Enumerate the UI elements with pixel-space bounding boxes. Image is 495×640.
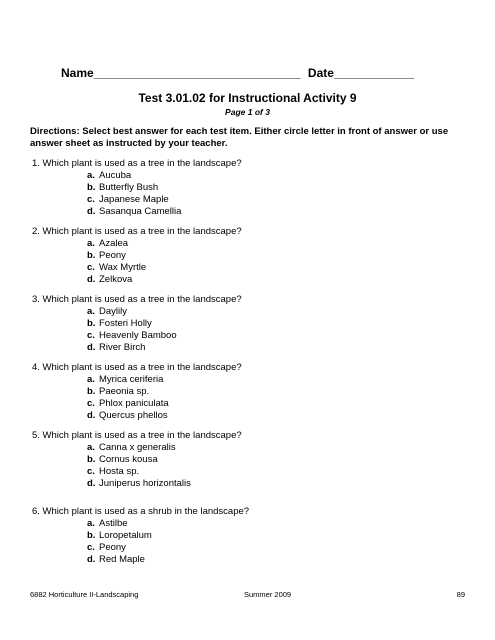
option-letter[interactable]: a. (87, 306, 95, 317)
question-text: 4. Which plant is used as a tree in the landscape? (32, 362, 242, 373)
option-letter[interactable]: b. (87, 454, 96, 465)
answer-option[interactable] (32, 554, 472, 566)
option-text: Peony (99, 542, 126, 553)
option-letter[interactable]: a. (87, 374, 95, 385)
answer-option[interactable] (32, 410, 472, 422)
name-date-line (61, 66, 414, 80)
option-text: Peony (99, 250, 126, 261)
answer-option[interactable] (32, 318, 472, 330)
test-title: Test 3.01.02 for Instructional Activity 9 (138, 91, 357, 105)
option-letter[interactable]: b. (87, 530, 96, 541)
question-text: 3. Which plant is used as a tree in the landscape? (32, 294, 242, 305)
answer-option[interactable] (32, 182, 472, 194)
answer-options (32, 170, 472, 218)
answer-option[interactable] (32, 306, 472, 318)
option-letter[interactable]: a. (87, 518, 95, 529)
question-3 (32, 294, 472, 354)
option-text: Butterfly Bush (99, 182, 159, 193)
option-letter[interactable]: b. (87, 250, 96, 261)
footer-page-number: 89 (456, 590, 465, 599)
option-letter[interactable]: c. (87, 330, 95, 341)
option-text: Daylily (99, 306, 127, 317)
option-text: Wax Myrtle (99, 262, 147, 273)
option-letter[interactable]: c. (87, 398, 95, 409)
answer-options (32, 518, 472, 566)
answer-option[interactable] (32, 238, 472, 250)
question-text: 2. Which plant is used as a tree in the landscape? (32, 226, 242, 237)
option-text: Paeonia sp. (99, 386, 150, 397)
option-text: River Birch (99, 342, 146, 353)
option-text: Japanese Maple (99, 194, 169, 205)
answer-option[interactable] (32, 398, 472, 410)
option-letter[interactable]: d. (87, 342, 96, 353)
question-6 (32, 506, 472, 566)
question-text: 5. Which plant is used as a tree in the landscape? (32, 430, 242, 441)
question-4 (32, 362, 472, 422)
option-letter[interactable]: c. (87, 542, 95, 553)
footer-course: 6882 Horticulture II-Landscaping (30, 590, 139, 599)
answer-option[interactable] (32, 262, 472, 274)
option-letter[interactable]: b. (87, 386, 96, 397)
option-letter[interactable]: a. (87, 442, 95, 453)
option-letter[interactable]: d. (87, 554, 96, 565)
answer-options (32, 442, 472, 490)
answer-options (32, 238, 472, 286)
option-text: Loropetalum (99, 530, 152, 541)
option-letter[interactable]: d. (87, 274, 96, 285)
option-letter[interactable]: b. (87, 182, 96, 193)
option-letter[interactable]: c. (87, 262, 95, 273)
answer-option[interactable] (32, 342, 472, 354)
answer-option[interactable] (32, 250, 472, 262)
option-letter[interactable]: c. (87, 466, 95, 477)
answer-option[interactable] (32, 530, 472, 542)
answer-option[interactable] (32, 330, 472, 342)
answer-option[interactable] (32, 206, 472, 218)
option-letter[interactable]: a. (87, 238, 95, 249)
question-text: 6. Which plant is used as a shrub in the landscape? (32, 506, 250, 517)
option-letter[interactable]: d. (87, 410, 96, 421)
option-text: Heavenly Bamboo (99, 330, 177, 341)
option-text: Phlox paniculata (99, 398, 169, 409)
answer-options (32, 374, 472, 422)
option-text: Zelkova (99, 274, 133, 285)
directions-text: Directions: Select best answer for each test item. Either circle letter in front of answer or use answer sheet as instructed by your teacher. (30, 126, 449, 149)
answer-option[interactable] (32, 478, 472, 490)
option-text: Hosta sp. (99, 466, 140, 477)
option-letter[interactable]: d. (87, 478, 96, 489)
answer-option[interactable] (32, 170, 472, 182)
question-2 (32, 226, 472, 286)
answer-option[interactable] (32, 454, 472, 466)
option-text: Quercus phellos (99, 410, 168, 421)
answer-option[interactable] (32, 466, 472, 478)
name-field-label: Name_______________________________ (61, 66, 301, 80)
answer-option[interactable] (32, 374, 472, 386)
option-text: Astilbe (99, 518, 128, 529)
option-text: Red Maple (99, 554, 145, 565)
option-letter[interactable]: a. (87, 170, 95, 181)
question-5 (32, 430, 472, 490)
option-text: Aucuba (99, 170, 132, 181)
question-1 (32, 158, 472, 218)
option-text: Myrica ceriferia (99, 374, 164, 385)
option-letter[interactable]: d. (87, 206, 96, 217)
answer-option[interactable] (32, 518, 472, 530)
option-text: Azalea (99, 238, 129, 249)
option-text: Cornus kousa (99, 454, 158, 465)
answer-option[interactable] (32, 442, 472, 454)
answer-option[interactable] (32, 194, 472, 206)
option-letter[interactable]: c. (87, 194, 95, 205)
answer-option[interactable] (32, 386, 472, 398)
answer-option[interactable] (32, 542, 472, 554)
option-letter[interactable]: b. (87, 318, 96, 329)
page-indicator: Page 1 of 3 (225, 107, 270, 117)
option-text: Juniperus horizontalis (99, 478, 191, 489)
option-text: Fosteri Holly (99, 318, 152, 329)
option-text: Canna x generalis (99, 442, 176, 453)
answer-option[interactable] (32, 274, 472, 286)
option-text: Sasanqua Camellia (99, 206, 182, 217)
question-text: 1. Which plant is used as a tree in the landscape? (32, 158, 242, 169)
footer-term: Summer 2009 (244, 590, 292, 599)
date-field-label: Date____________ (307, 66, 415, 80)
answer-options (32, 306, 472, 354)
